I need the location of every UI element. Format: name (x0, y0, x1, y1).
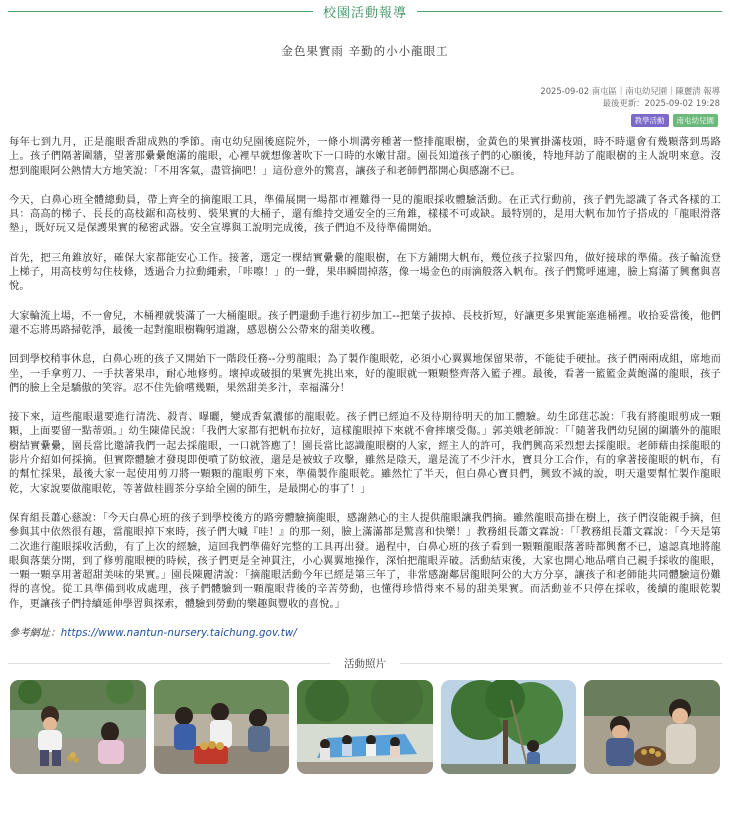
tag-school[interactable]: 南屯幼兒園 (673, 114, 719, 127)
photos-header (8, 656, 722, 670)
section-header (8, 1, 722, 21)
divider (8, 663, 330, 664)
paragraph: 大家輪流上場，不一會兒，木桶裡就裝滿了一大桶龍眼。孩子們還動手進行初步加工--把葉子拔掉、長枝折短，好讓更多果實能塞進桶裡。收拾妥當後，他們還不忘將馬路掃乾淨，最後一起對龍眼樹鞠躬道謝，感恩樹公公帶來的甜美收穫。 (9, 310, 721, 336)
photos-title: 活動照片 (344, 657, 386, 670)
reference-line (9, 627, 721, 641)
photo-image (584, 680, 720, 774)
article-meta (8, 85, 722, 109)
paragraph: 保育組長蕭心慈說：「今天白鼻心班的孩子到學校後方的路旁體驗摘龍眼，感謝熱心的主人提供龍眼讓我們摘。雖然龍眼高掛在樹上，孩子們沒能親手摘，但參與其中依然很有趣，當龍眼掉下來時，孩子們大喊『哇！』的那一刻，臉上滿滿都是驚喜和快樂！」教務組長蕭文霖說：「「教務組長蕭文霖說：「今天是第二次進行龍眼採收活動，有了上次的經驗，這回我們準備好完整的工具再出發。過程中，白鼻心班的孩子看到一顆顆龍眼落著時都興奮不已，遠認真地將龍眼與落葉分開，到了修剪龍眼梗的時候，孩子們更是全神貫注，小心翼翼地操作，深怕把龍眼弄破。活動結束後，大家也開心地品嚐自己親手採收的龍眼，一顆一顆享用著超甜美味的果實。」園長陳麗淸說：「摘龍眼活動今年已經是第三年了，非常感謝鄰居龍眼阿公的大方分享，讓孩子和老師能共同體驗這份難得的喜悅。從工具準備到收成處理，孩子們體驗到一顆龍眼背後的辛苦勞動，也懂得珍惜得來不易的甜美果實。而活動並不只停在採收，後續的龍眼乾製作，更讓孩子們持續延伸學習與探索，體驗到勞動的樂趣與豐收的喜悅。」 (9, 512, 721, 610)
paragraph: 回到學校稍事休息，白鼻心班的孩子又開始下一階段任務--分剪龍眼；為了製作龍眼乾，必須小心翼翼地保留果蒂，不能徒手硬扯。孩子們兩兩成組，席地而坐，一手拿剪刀、一手扶著果串，耐心地修剪。壞掉或破損的果實先挑出來，好的龍眼就一顆顆整齊落入籃子裡。最後，看著一籃籃金黃飽滿的龍眼，孩子們的臉上全是驕傲的笑容。忍不住先偷嚐幾顆，果然甜美多汁，幸福滿分！ (9, 354, 721, 394)
paragraph: 每年七到九月，正是龍眼香甜成熟的季節。南屯幼兒園後庭院外，一條小圳溝旁種著一整排龍眼樹，金黃色的果實掛滿枝頭，時不時還會有幾顆落到馬路上。孩子們隔著圍牆，望著那纍纍飽滿的龍眼，心裡早就想像著吹下一口時的水嫩甘甜。園長知道孩子們的心願後，特地拜訪了龍眼樹的主人說明來意。沒想到龍眼阿公熱情大方地笑說：「不用客氣，盡管摘吧！」這份意外的驚喜，讓孩子和老師們都開心與感謝不已。 (9, 137, 721, 177)
article-body (8, 136, 722, 641)
paragraph: 首先，把三角錐放好，確保大家都能安心工作。接著，選定一棵結實纍纍的龍眼樹，在下方鋪開大帆布，幾位孩子拉緊四角，做好接球的準備。孩子輪流登上梯子，用高枝剪勾住枝條，透過合力拉動繩索，「咔嚓！」的一聲，果串瞬間掉落，像一場金色的雨滴般落入帆布。孩子們驚呼連連，臉上寫滿了興奮與喜悅。 (9, 252, 721, 293)
divider (400, 663, 722, 664)
reference-link[interactable]: https://www.nantun-nursery.taichung.gov.tw/ (60, 628, 297, 640)
photo-image (154, 680, 290, 774)
divider (8, 11, 313, 12)
updated-time: 最後更新：2025-09-02 19:28 (602, 98, 720, 108)
photo-image (10, 680, 146, 774)
photo-gallery (8, 680, 722, 774)
author-line: 2025-09-02 南屯區｜南屯幼兒園｜陳麗淸 報導 (540, 86, 720, 96)
news-page (0, 1, 730, 827)
paragraph: 今天，白鼻心班全體總動員，帶上齊全的摘龍眼工具，準備展開一場都市裡難得一見的龍眼採收體驗活動。在正式行動前，孩子們先認識了各式各樣的工具：高高的梯子、長長的高枝鋸和高枝剪、裝果實的大桶子，還有維持交通安全的三角錐，樣樣不可或缺。最特別的，是用大帆布加竹子搭成的「龍眼滑落墊」，既好玩又是保護果實的秘密武器。安全宣導與工說明完成後，孩子們迫不及待準備開始。 (9, 194, 721, 235)
activity-photo-5[interactable] (584, 680, 720, 774)
divider (417, 11, 722, 12)
article-title: 金色果實雨 辛勤的小小龍眼工 (281, 44, 449, 58)
tag-teaching-activity[interactable]: 教學活動 (631, 114, 669, 127)
reference-label: 參考網址： (9, 628, 61, 640)
section-title: 校園活動報導 (323, 5, 408, 21)
activity-photo-1[interactable] (10, 680, 146, 774)
activity-photo-4[interactable] (441, 680, 577, 774)
activity-photo-3[interactable] (297, 680, 433, 774)
activity-photo-2[interactable] (154, 680, 290, 774)
tag-list (8, 114, 722, 127)
photo-image (297, 680, 433, 774)
paragraph: 接下來，這些龍眼還要進行清洗、殺青、曝曬，變成香氣濃郁的龍眼乾。孩子們已經迫不及待期待明天的加工體驗。幼生邱莛芯說：「我有將龍眼剪成一顆顆，上面要留一點蒂頭。」幼生陳偉民說：「我們大家都有把帆布拉好，這樣龍眼掉下來就不會摔壞受傷。」郭美娥老師說：「「隨著我們幼兒園的圍牆外的龍眼樹結實纍纍，園長當比邀請我們一起去採龍眼，一口就答應了！園長當比認識龍眼樹的人家，經主人的許可，我們興高采烈想去採龍眼。老師藉由採龍眼的影片介紹如何採摘。但實際體驗才發現即便噴了防蚊液，還是是被蚊子攻擊，雖然是陰天，還是流了不少汗水，寶貝分工合作，有的拿著接龍眼的帆布，有的幫忙採果，最後大家一起使用剪刀將一顆顆的龍眼剪下來，準備製作龍眼乾。雖然忙了半天，但白鼻心寶貝們，興致不減的說，明天還要幫忙製作龍眼乾，大家說要做龍眼乾，等著做桂圓茶分享給全園的師生，是最開心的事了！」 (9, 412, 721, 495)
photo-image (441, 680, 577, 774)
